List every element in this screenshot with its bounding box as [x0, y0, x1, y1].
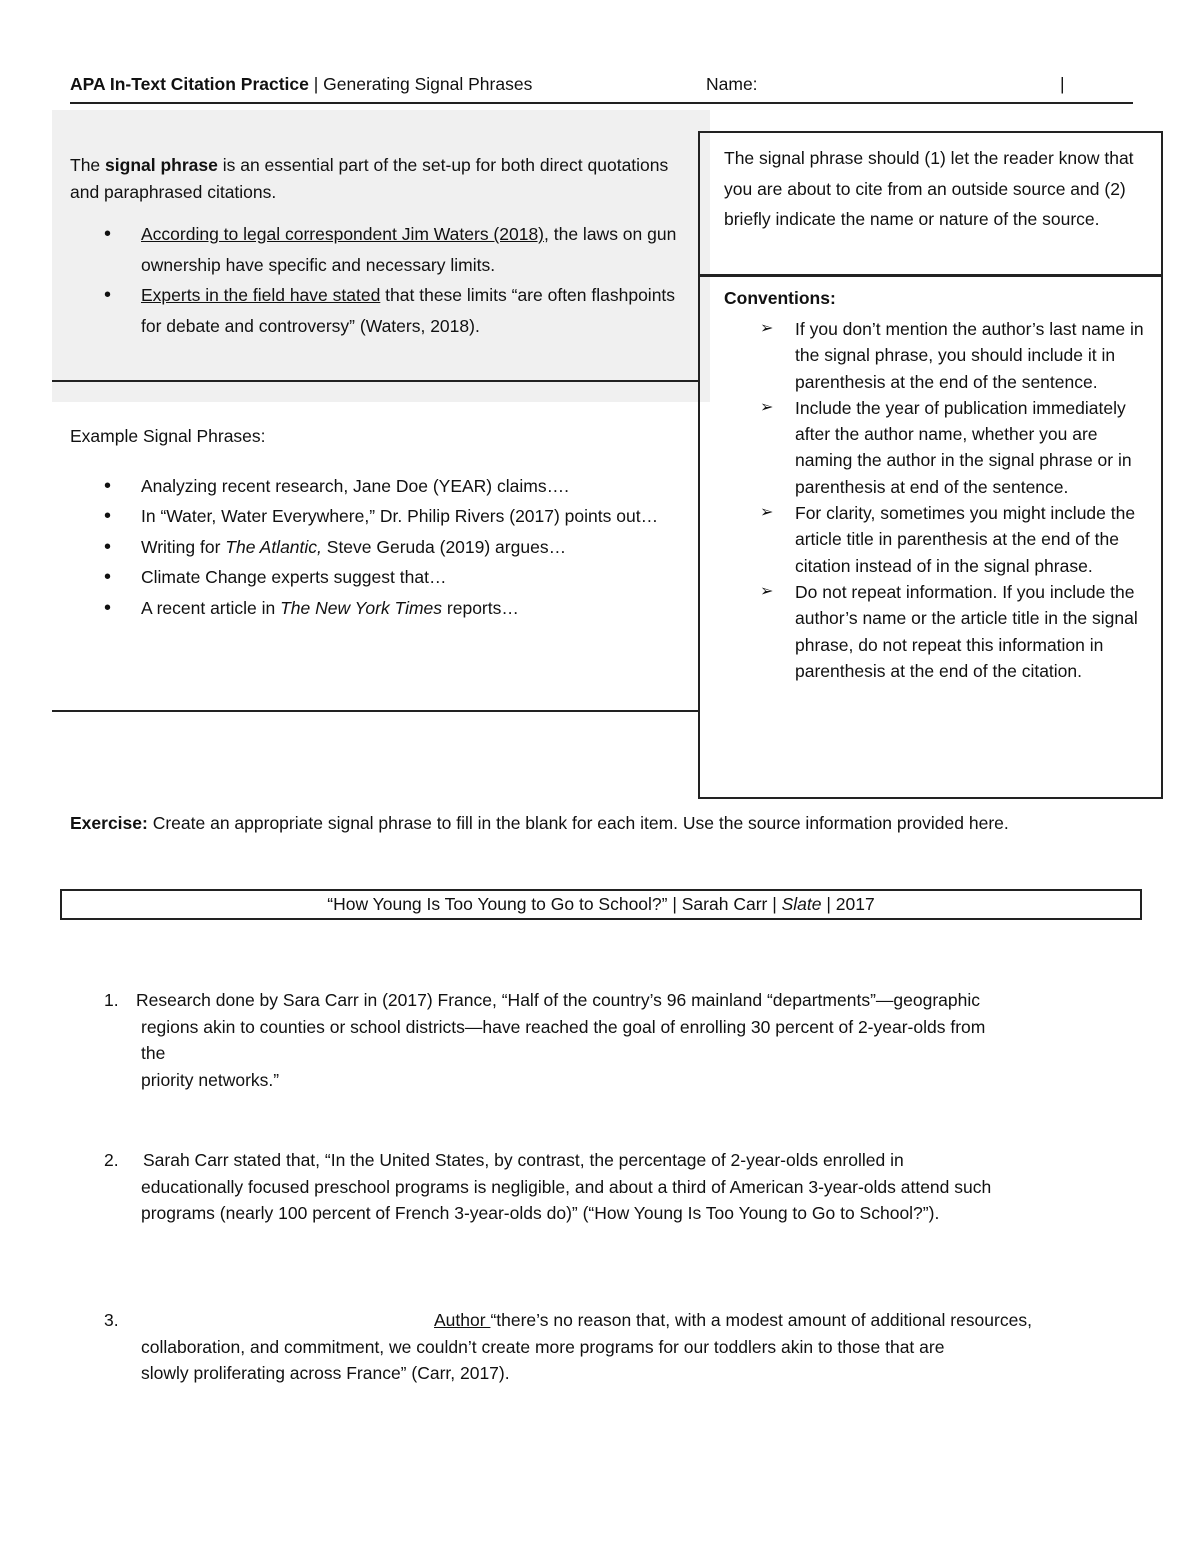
divider: [52, 710, 698, 712]
list-item: • According to legal correspondent Jim Waters (2018), the laws on gun ownership have specific and necessary limits.: [104, 223, 677, 275]
list-item: • Experts in the field have stated that these limits “are often flashpoints for debate and controversy” (Waters, 2018).: [104, 284, 676, 336]
question-2: 2. Sarah Carr stated that, “In the United States, by contrast, the percentage of 2-year-olds enrolled in educationally focused preschool programs is negligible, and about a third of American 3-year-olds attend such programs (nearly 100 percent of French 3-year-olds do)” (“How Young Is Too Young to Go to School?”).: [104, 1150, 992, 1224]
signal-phrase-purpose-box: [698, 131, 1163, 277]
blank-answer[interactable]: Author: [434, 1310, 491, 1330]
worksheet-title: APA In-Text Citation Practice | Generating Signal Phrases: [70, 74, 533, 94]
name-label: Name:: [706, 74, 758, 94]
list-item: ➢ If you don’t mention the author’s last name in the signal phrase, you should include it in parenthesis at the end of the sentence.: [724, 316, 1144, 395]
page-header: [70, 74, 1133, 104]
question-1: 1. Research done by Sara Carr in (2017) France, “Half of the country’s 96 mainland “departments”—geographic regions akin to counties or school districts—have reached the goal of enrolling 30 percent of 2-year-olds from the priority networks.”: [104, 990, 986, 1091]
examples-title: Example Signal Phrases:: [70, 426, 266, 446]
conventions-box: [698, 274, 1163, 799]
intro-section: [70, 152, 690, 341]
list-item: ➢ For clarity, sometimes you might include the article title in parenthesis at the end of the citation instead of in the signal phrase.: [724, 500, 1144, 579]
example-signal-phrases: [70, 424, 690, 623]
list-item: ➢ Include the year of publication immediately after the author name, whether you are naming the author in the signal phrase or in parenthesis at end of the sentence.: [724, 395, 1144, 500]
list-item: • Analyzing recent research, Jane Doe (YEAR) claims….: [104, 475, 569, 497]
arrow-bullet-icon: ➢: [760, 398, 774, 416]
intro-paragraph: The signal phrase is an essential part of the set-up for both direct quotations and paraphrased citations.: [70, 155, 669, 202]
divider: [52, 380, 698, 382]
question-3: 3. Author “there’s no reason that, with a modest amount of additional resources, collaboration, and commitment, we couldn’t create more programs for our toddlers akin to those that are slowly proliferating across France” (Carr, 2017).: [104, 1310, 1032, 1384]
list-item: • Climate Change experts suggest that…: [104, 566, 447, 589]
arrow-bullet-icon: ➢: [760, 320, 774, 337]
purpose-text: The signal phrase should (1) let the reader know that you are about to cite from an outside source and (2) briefly indicate the name or nature of the source.: [724, 148, 1134, 229]
list-item: ➢ Do not repeat information. If you include the author’s name or the article title in the signal phrase, do not repeat this information in parenthesis at the end of the citation.: [724, 579, 1144, 684]
list-item: • Writing for The Atlantic, Steve Geruda (2019) argues…: [104, 535, 567, 558]
intro-examples: [70, 219, 690, 341]
exercise-instructions: Exercise: Create an appropriate signal phrase to fill in the blank for each item. Use the source information provided here.: [70, 813, 1009, 833]
list-item: • A recent article in The New York Times reports…: [104, 596, 519, 619]
conventions-title: Conventions:: [724, 288, 836, 308]
name-field-end: |: [1060, 74, 1065, 94]
source-info: “How Young Is Too Young to Go to School?” | Sarah Carr | Slate | 2017: [60, 889, 1142, 920]
list-item: • In “Water, Water Everywhere,” Dr. Philip Rivers (2017) points out…: [104, 505, 659, 528]
arrow-bullet-icon: ➢: [760, 504, 774, 522]
arrow-bullet-icon: ➢: [760, 582, 774, 600]
